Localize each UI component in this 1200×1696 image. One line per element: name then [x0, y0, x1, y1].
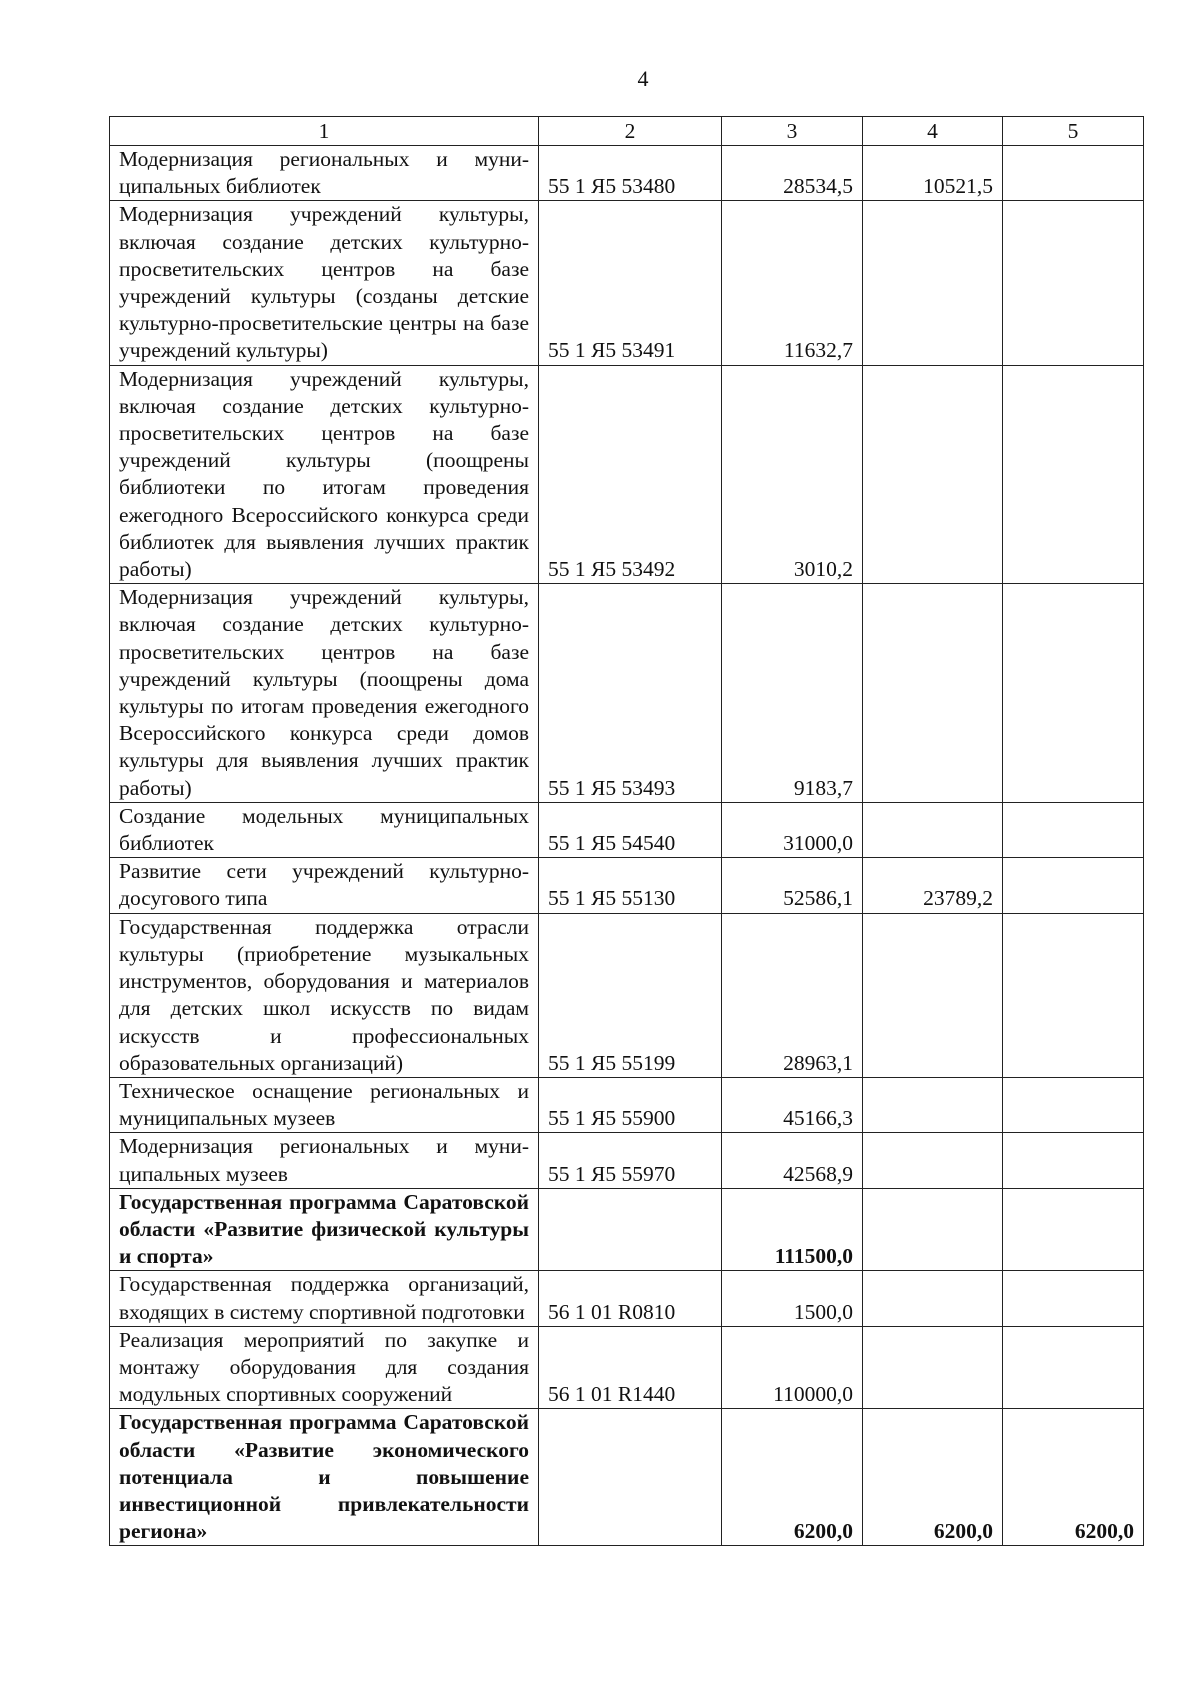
row-code: 55 1 Я5 55900 — [539, 1077, 722, 1132]
table-row — [110, 146, 1144, 201]
row-value-3: 28963,1 — [722, 913, 863, 1077]
row-value-4: 10521,5 — [863, 146, 1003, 201]
table-row — [110, 201, 1144, 365]
row-name: Модернизация учреждений культуры, включая создание детских культурно-просветительских центров на базе учреждений культуры (созданы детские культурно-просветительские центры на базе учреждений культуры) — [110, 201, 539, 365]
row-value-4 — [863, 201, 1003, 365]
row-value-3: 111500,0 — [722, 1188, 863, 1271]
row-name: Модернизация учреждений культуры, включая создание детских культурно-просветительских центров на базе учреждений культуры (поощрены дома культуры по итогам проведения ежегодного Всероссийского конкурса среди домов культуры для выявления лучших практик работы) — [110, 584, 539, 803]
row-code — [539, 1409, 722, 1546]
row-code — [539, 1188, 722, 1271]
row-value-4 — [863, 365, 1003, 584]
table-header-row — [110, 117, 1144, 146]
row-value-5: 6200,0 — [1003, 1409, 1144, 1546]
row-name: Техническое оснащение региональных и муниципальных музеев — [110, 1077, 539, 1132]
budget-table — [109, 116, 1144, 1546]
row-value-5 — [1003, 146, 1144, 201]
column-header-1: 1 — [110, 117, 539, 146]
row-value-3: 11632,7 — [722, 201, 863, 365]
row-code: 55 1 Я5 53493 — [539, 584, 722, 803]
table-row — [110, 1077, 1144, 1132]
row-value-4 — [863, 1271, 1003, 1326]
row-value-5 — [1003, 1077, 1144, 1132]
row-value-4 — [863, 1133, 1003, 1188]
row-code: 55 1 Я5 55199 — [539, 913, 722, 1077]
row-value-5 — [1003, 1188, 1144, 1271]
row-code: 55 1 Я5 53480 — [539, 146, 722, 201]
column-header-4: 4 — [863, 117, 1003, 146]
row-name: Государственная поддержка организаций, входящих в систему спортивной подготовки — [110, 1271, 539, 1326]
row-value-5 — [1003, 1271, 1144, 1326]
row-name: Государственная поддержка отрасли культуры (приобретение музыкальных инструментов, оборудования и материалов для детских школ искусств по видам искусств и профессиональных образовательных организаций) — [110, 913, 539, 1077]
row-name: Развитие сети учреждений культурно-досугового типа — [110, 858, 539, 913]
column-header-5: 5 — [1003, 117, 1144, 146]
row-value-3: 28534,5 — [722, 146, 863, 201]
row-code: 56 1 01 R0810 — [539, 1271, 722, 1326]
row-name: Государственная программа Саратовской области «Развитие экономического потенциала и повышение инвестиционной привлекательности региона» — [110, 1409, 539, 1546]
table-row-program-total — [110, 1409, 1144, 1546]
column-header-2: 2 — [539, 117, 722, 146]
row-name: Модернизация региональных и муни-ципальных библиотек — [110, 146, 539, 201]
table-row — [110, 858, 1144, 913]
row-value-3: 6200,0 — [722, 1409, 863, 1546]
row-value-5 — [1003, 1133, 1144, 1188]
row-code: 55 1 Я5 53492 — [539, 365, 722, 584]
row-code: 55 1 Я5 55130 — [539, 858, 722, 913]
row-value-5 — [1003, 802, 1144, 857]
table-row — [110, 802, 1144, 857]
row-value-4 — [863, 802, 1003, 857]
table-row — [110, 913, 1144, 1077]
row-value-5 — [1003, 913, 1144, 1077]
row-value-5 — [1003, 365, 1144, 584]
row-value-5 — [1003, 858, 1144, 913]
row-value-4 — [863, 1326, 1003, 1409]
row-code: 56 1 01 R1440 — [539, 1326, 722, 1409]
row-value-5 — [1003, 201, 1144, 365]
row-code: 55 1 Я5 54540 — [539, 802, 722, 857]
row-code: 55 1 Я5 53491 — [539, 201, 722, 365]
row-value-4 — [863, 913, 1003, 1077]
row-value-4: 6200,0 — [863, 1409, 1003, 1546]
row-value-3: 42568,9 — [722, 1133, 863, 1188]
row-value-4 — [863, 1188, 1003, 1271]
row-name: Модернизация учреждений культуры, включая создание детских культурно-просветительских центров на базе учреждений культуры (поощрены библиотеки по итогам проведения ежегодного Всероссийского конкурса среди библиотек для выявления лучших практик работы) — [110, 365, 539, 584]
row-value-3: 52586,1 — [722, 858, 863, 913]
row-value-3: 3010,2 — [722, 365, 863, 584]
row-value-4: 23789,2 — [863, 858, 1003, 913]
table-row — [110, 1271, 1144, 1326]
row-value-5 — [1003, 1326, 1144, 1409]
table-row — [110, 1133, 1144, 1188]
table-row — [110, 365, 1144, 584]
page-number: 4 — [637, 66, 649, 91]
table-row-program-total — [110, 1188, 1144, 1271]
row-value-3: 45166,3 — [722, 1077, 863, 1132]
row-value-3: 110000,0 — [722, 1326, 863, 1409]
row-value-3: 9183,7 — [722, 584, 863, 803]
row-value-3: 1500,0 — [722, 1271, 863, 1326]
row-value-3: 31000,0 — [722, 802, 863, 857]
row-value-5 — [1003, 584, 1144, 803]
row-value-4 — [863, 584, 1003, 803]
table-row — [110, 1326, 1144, 1409]
row-value-4 — [863, 1077, 1003, 1132]
row-name: Государственная программа Саратовской области «Развитие физической культуры и спорта» — [110, 1188, 539, 1271]
table-row — [110, 584, 1144, 803]
row-name: Создание модельных муниципальных библиотек — [110, 802, 539, 857]
row-code: 55 1 Я5 55970 — [539, 1133, 722, 1188]
column-header-3: 3 — [722, 117, 863, 146]
row-name: Реализация мероприятий по закупке и монтажу оборудования для создания модульных спортивных сооружений — [110, 1326, 539, 1409]
row-name: Модернизация региональных и муни-ципальных музеев — [110, 1133, 539, 1188]
